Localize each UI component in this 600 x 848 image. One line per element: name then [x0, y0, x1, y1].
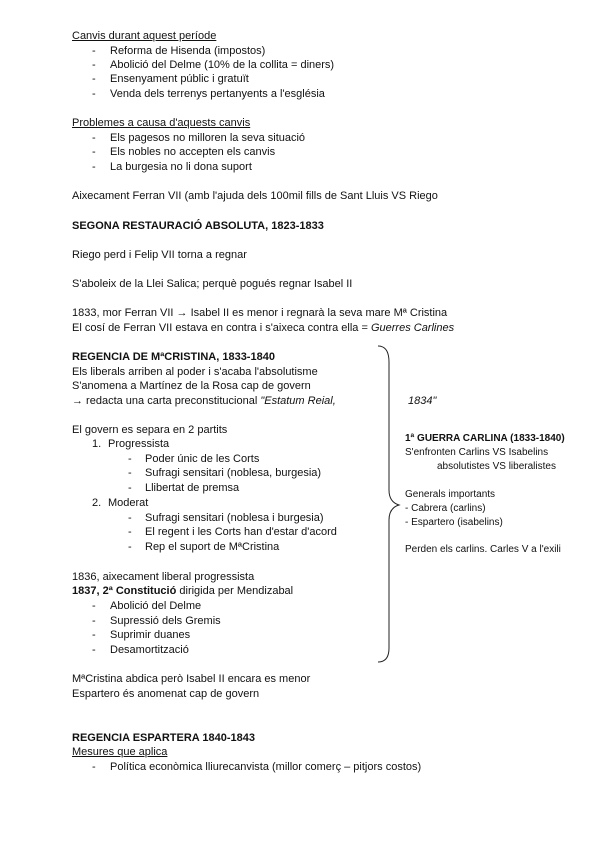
paragraph: S'aboleix de la Llei Salica; perquè pogués regnar Isabel II: [72, 278, 353, 290]
partit-name: Moderat: [108, 497, 149, 509]
paragraph-text: → redacta una carta preconstitucional: [72, 395, 261, 407]
paragraph: 1833, mor Ferran VII → Isabel II es menor i regnarà la seva mare Mª Cristina: [72, 307, 448, 319]
partit-item: Sufragi sensitari (noblesa, burgesia): [145, 467, 322, 479]
problemes-item: La burgesia no li dona suport: [110, 161, 252, 173]
paragraph: 1836, aixecament liberal progressista: [72, 571, 255, 583]
partit-name: Progressista: [108, 438, 170, 450]
bullet-dash: -: [92, 761, 96, 773]
paragraph: Espartero és anomenat cap de govern: [72, 688, 260, 700]
problemes-item: Els nobles no accepten els canvis: [110, 146, 276, 158]
side-text: S'enfronten Carlins VS Isabelins: [405, 447, 549, 458]
bullet-dash: -: [92, 45, 96, 57]
partit-item: Sufragi sensitari (noblesa i burgesia): [145, 512, 324, 524]
guerres-carlines-text: Guerres Carlines: [370, 322, 455, 334]
side-text: absolutistes VS liberalistes: [437, 461, 556, 472]
aixecament-line: Aixecament Ferran VII (amb l'ajuda dels 100mil fills de Sant Lluis VS Riego: [72, 190, 438, 202]
list-number: 2.: [92, 497, 102, 509]
bullet-dash: -: [92, 59, 96, 71]
bullet-dash: -: [92, 132, 96, 144]
bullet-dash: -: [92, 73, 96, 85]
bullet-dash: -: [128, 526, 132, 538]
constitucio-item: Supressió dels Gremis: [110, 615, 221, 627]
bullet-dash: -: [128, 512, 132, 524]
constitucio-bold: 1837, 2ª Constitució: [72, 585, 177, 597]
bullet-dash: -: [92, 161, 96, 173]
regencia-espartera-title: REGENCIA ESPARTERA 1840-1843: [72, 732, 255, 744]
bullet-dash: -: [92, 644, 96, 656]
canvis-heading: Canvis durant aquest període: [72, 30, 217, 42]
side-text: Perden els carlins. Carles V a l'exili: [405, 544, 561, 555]
canvis-item: Abolició del Delme (10% de la collita = diners): [110, 59, 335, 71]
constitucio-item: Desamortització: [110, 644, 189, 656]
bullet-dash: -: [128, 467, 132, 479]
estatum-year-text: 1834": [408, 395, 437, 407]
problemes-item: Els pagesos no milloren la seva situació: [110, 132, 306, 144]
mesures-heading: Mesures que aplica: [72, 746, 168, 758]
canvis-item: Venda dels terrenys pertanyents a l'església: [110, 88, 325, 100]
partit-item: Poder únic de les Corts: [145, 453, 260, 465]
side-text: - Espartero (isabelins): [405, 517, 503, 528]
paragraph: Riego perd i Felip VII torna a regnar: [72, 249, 247, 261]
partit-item: El regent i les Corts han d'estar d'acord: [145, 526, 337, 538]
bullet-dash: -: [128, 482, 132, 494]
bullet-dash: -: [128, 541, 132, 553]
bullet-dash: -: [92, 88, 96, 100]
constitucio-item: Abolició del Delme: [110, 600, 202, 612]
side-text: Generals importants: [405, 489, 496, 500]
problemes-heading: Problemes a causa d'aquests canvis: [72, 117, 251, 129]
constitucio-item: Suprimir duanes: [110, 629, 191, 641]
paragraph: S'anomena a Martínez de la Rosa cap de govern: [72, 380, 311, 392]
estatum-reial-text: "Estatum Reial,: [260, 395, 336, 407]
paragraph: Els liberals arriben al poder i s'acaba l'absolutisme: [72, 366, 318, 378]
paragraph: MªCristina abdica però Isabel II encara es menor: [72, 673, 311, 685]
bullet-dash: -: [92, 615, 96, 627]
bullet-dash: -: [92, 146, 96, 158]
segona-restauracio-title: SEGONA RESTAURACIÓ ABSOLUTA, 1823-1833: [72, 220, 324, 232]
bullet-dash: -: [92, 600, 96, 612]
list-number: 1.: [92, 438, 102, 450]
bullet-dash: -: [128, 453, 132, 465]
paragraph-text: dirigida per Mendizabal: [176, 585, 294, 597]
regencia-cristina-title: REGENCIA DE MªCRISTINA, 1833-1840: [72, 351, 275, 363]
canvis-item: Reforma de Hisenda (impostos): [110, 45, 266, 57]
paragraph: El govern es separa en 2 partits: [72, 424, 228, 436]
guerra-carlina-title: 1ª GUERRA CARLINA (1833-1840): [405, 433, 565, 444]
side-text: - Cabrera (carlins): [405, 503, 486, 514]
canvis-item: Ensenyament públic i gratuït: [110, 73, 249, 85]
paragraph-text: El cosí de Ferran VII estava en contra i s'aixeca contra ella =: [72, 322, 371, 334]
mesures-item: Política econòmica lliurecanvista (millor comerç – pitjors costos): [110, 761, 422, 773]
partit-item: Rep el suport de MªCristina: [145, 541, 280, 553]
bullet-dash: -: [92, 629, 96, 641]
partit-item: Llibertat de premsa: [145, 482, 240, 494]
